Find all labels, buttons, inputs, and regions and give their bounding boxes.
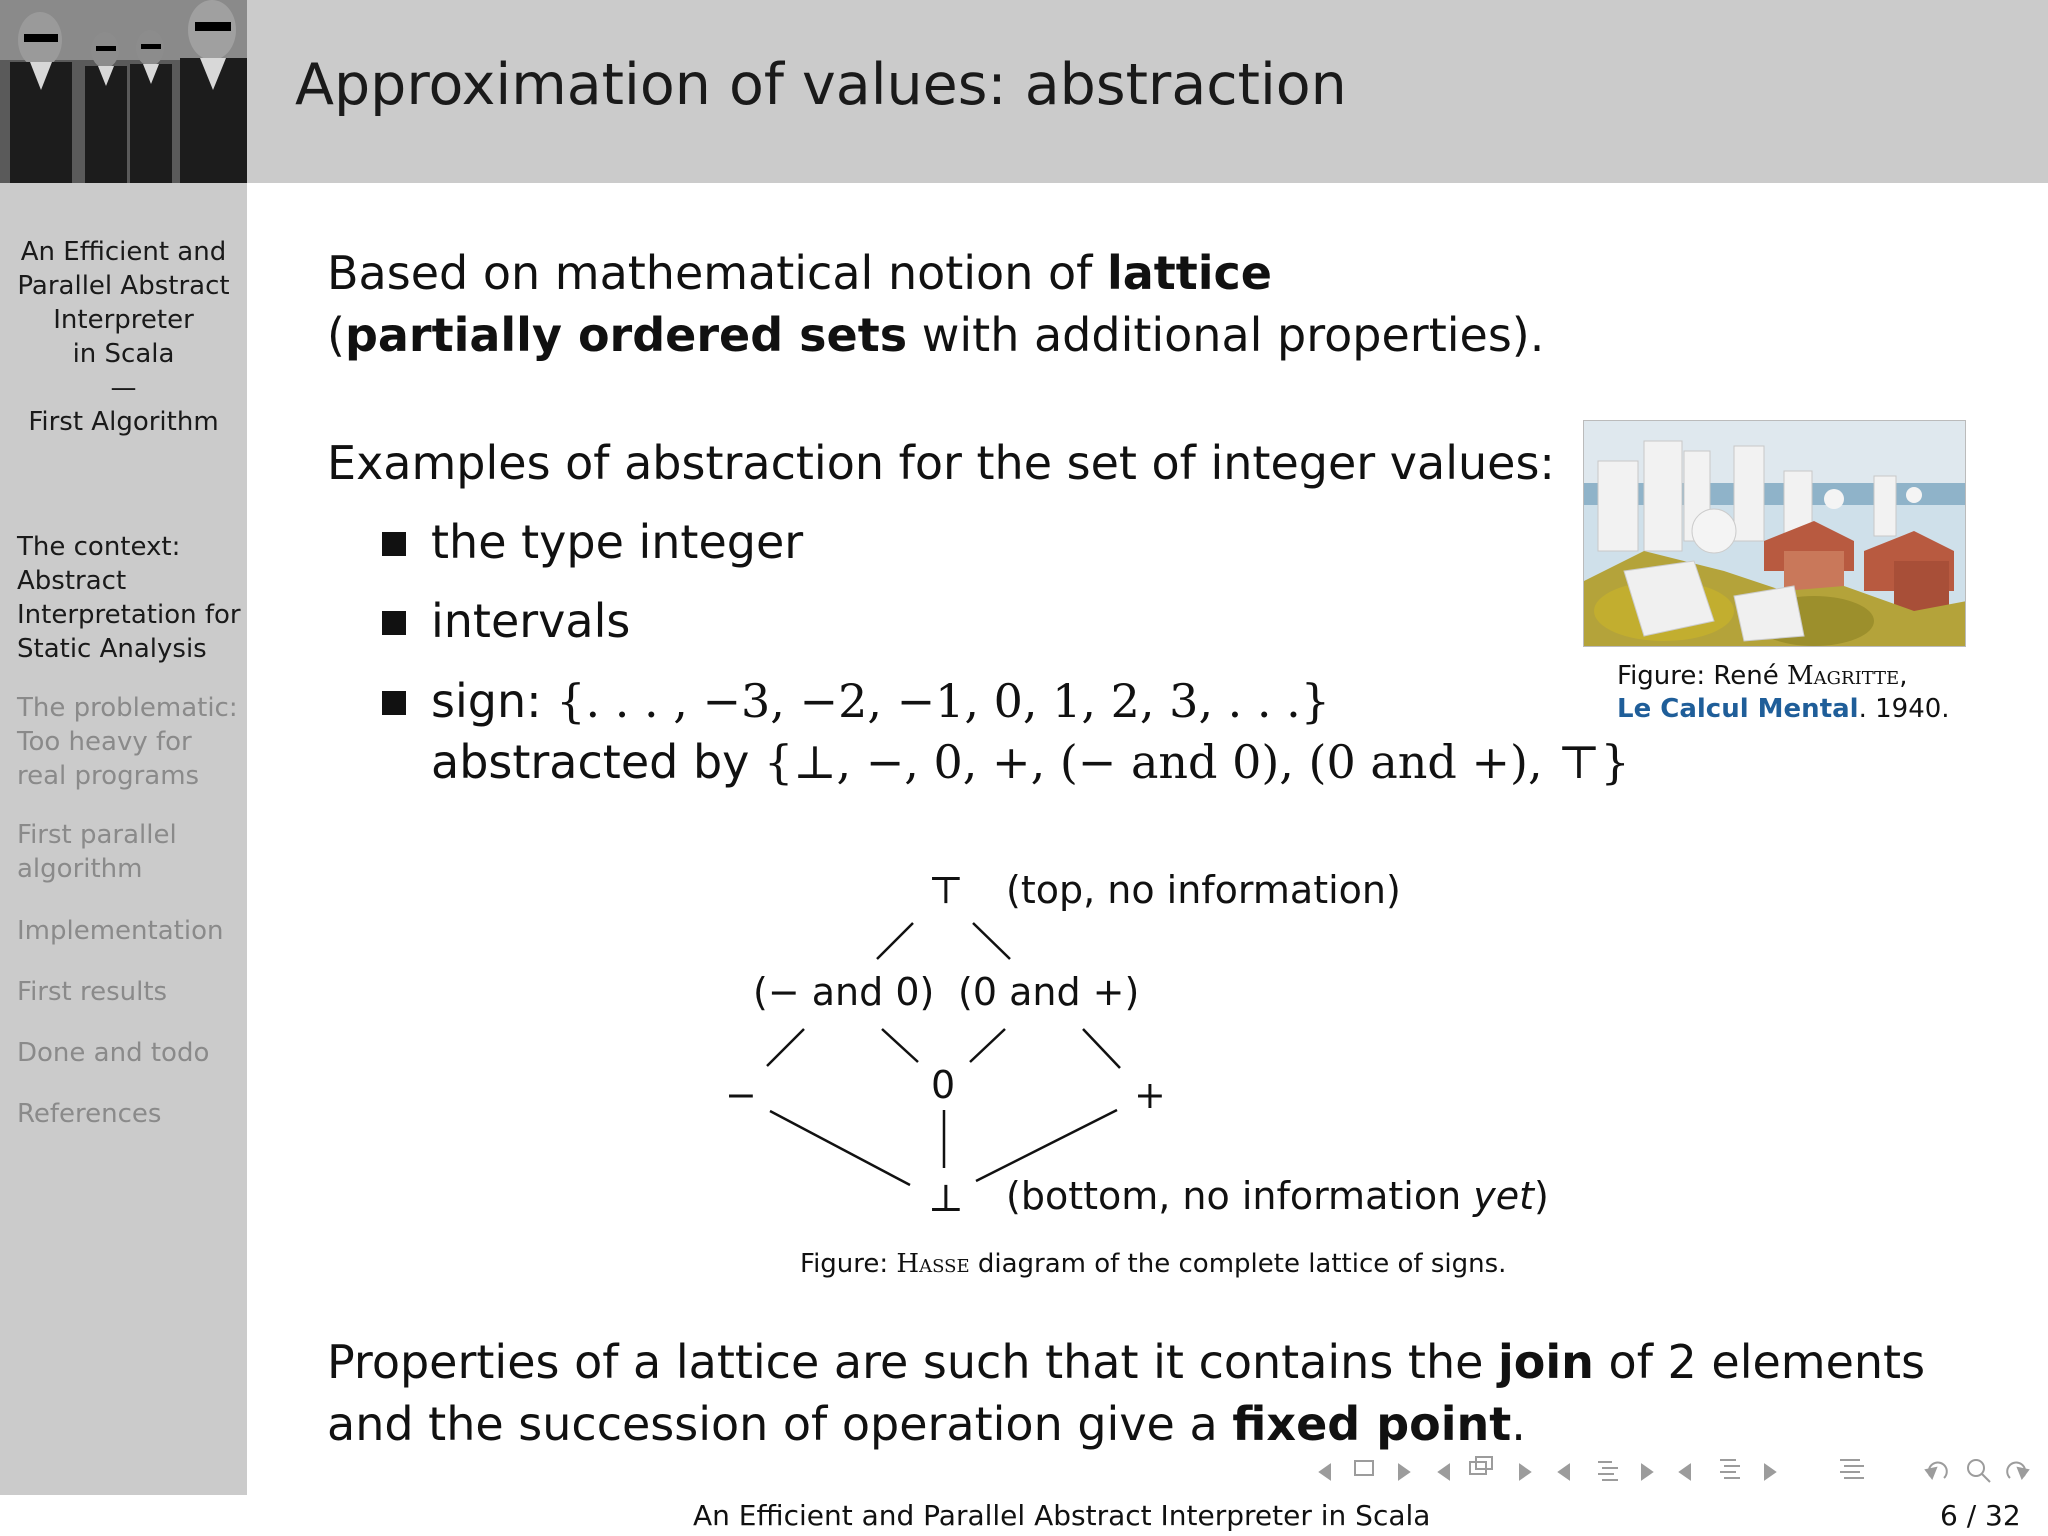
sidebar-item-label: First results — [17, 977, 168, 1007]
nav-left-icon — [1559, 1465, 1569, 1479]
nav-right-icon — [1642, 1465, 1652, 1479]
hasse-top-note: (top, no information) — [1006, 868, 1401, 912]
intro-text: with additional properties). — [907, 308, 1545, 362]
hasse-node-pos: + — [1134, 1073, 1166, 1117]
nav-left-icon — [1680, 1465, 1690, 1479]
bullet-type-integer: the type integer — [431, 515, 804, 569]
sidebar-item-label: Too heavy for — [17, 727, 192, 757]
painting-title-link[interactable]: Le Calcul Mental — [1617, 694, 1859, 724]
intro-text: Based on mathematical notion of — [327, 246, 1107, 300]
sidebar-item-label: Implementation — [17, 916, 224, 946]
sign-set: {. . . , −3, −2, −1, 0, 1, 2, 3, . . .} — [556, 674, 1331, 728]
sidebar-item-label: algorithm — [17, 854, 143, 884]
closing-text: Properties of a lattice are such that it contains the — [327, 1335, 1499, 1389]
bullet-intervals: intervals — [431, 594, 631, 648]
sign-label: sign: — [431, 674, 557, 728]
bottom-note-italic: yet — [1473, 1174, 1535, 1218]
closing-text: and the succession of operation give a — [327, 1397, 1233, 1451]
sidebar-item-label: First parallel — [17, 820, 177, 850]
sidebar-item-label: The context: — [17, 532, 181, 562]
sidebar-item-label: Done and todo — [17, 1038, 210, 1068]
bottom-note-text: (bottom, no information — [1006, 1174, 1474, 1218]
sidebar-title-line: — — [110, 373, 137, 403]
hasse-node-bottom: ⊥ — [928, 1176, 964, 1220]
nav-search-icon — [1968, 1460, 1984, 1476]
sidebar-title-line: in Scala — [72, 339, 175, 369]
closing-bold-join: join — [1498, 1335, 1594, 1389]
sidebar-item-label: Abstract — [17, 566, 127, 596]
sidebar-item-label: real programs — [17, 761, 200, 791]
caption-year: . 1940. — [1858, 694, 1950, 724]
page-number: 6 / 32 — [1940, 1499, 2021, 1532]
intro-bold-posets: partially ordered sets — [344, 308, 908, 362]
hasse-node-neg-zero: (− and 0) — [753, 970, 935, 1014]
sidebar-item-label: Static Analysis — [17, 634, 207, 664]
nav-right-icon — [1399, 1465, 1409, 1479]
closing-text: of 2 elements — [1593, 1335, 1926, 1389]
sidebar-title-line: Parallel Abstract — [17, 271, 230, 301]
caption-author: Magritte — [1787, 661, 1900, 691]
hasse-node-zero-pos: (0 and +) — [958, 970, 1140, 1014]
caption-prefix: Figure: René — [1617, 661, 1788, 691]
sidebar-title-line: Interpreter — [53, 305, 194, 335]
sidebar-title-line: First Algorithm — [28, 407, 219, 437]
bottom-note-text: ) — [1534, 1174, 1549, 1218]
sidebar-title-line: An Efficient and — [20, 237, 227, 267]
caption-sep: , — [1899, 661, 1908, 691]
hasse-node-top: ⊤ — [928, 868, 964, 912]
intro-bold-lattice: lattice — [1106, 246, 1272, 300]
slide-title: Approximation of values: abstraction — [295, 52, 1347, 118]
hasse-caption-rest: diagram of the complete lattice of signs. — [969, 1249, 1507, 1279]
nav-left-icon — [1439, 1465, 1449, 1479]
closing-text: . — [1511, 1397, 1526, 1451]
abstracted-by-label: abstracted by — [431, 735, 764, 789]
closing-bold-fixed-point: fixed point — [1232, 1397, 1512, 1451]
intro-text: ( — [327, 308, 345, 362]
hasse-caption-prefix: Figure: — [800, 1249, 897, 1279]
nav-right-icon — [1765, 1465, 1775, 1479]
footer-title: An Efficient and Parallel Abstract Interpreter in Scala — [693, 1499, 1431, 1532]
hasse-node-zero: 0 — [931, 1063, 956, 1107]
sidebar-item-label: References — [17, 1099, 162, 1129]
nav-right-icon — [1520, 1465, 1530, 1479]
sidebar-item-label: Interpretation for — [17, 600, 241, 630]
nav-left-icon — [1320, 1465, 1330, 1479]
hasse-caption-name: Hasse — [896, 1249, 970, 1279]
sidebar-item-label: The problematic: — [17, 693, 238, 723]
hasse-node-neg: − — [725, 1073, 757, 1117]
abstract-set: {⊥, −, 0, +, (− and 0), (0 and +), ⊤} — [763, 735, 1630, 789]
examples-heading: Examples of abstraction for the set of integer values: — [327, 436, 1555, 490]
nav-frame-icon — [1355, 1461, 1373, 1475]
